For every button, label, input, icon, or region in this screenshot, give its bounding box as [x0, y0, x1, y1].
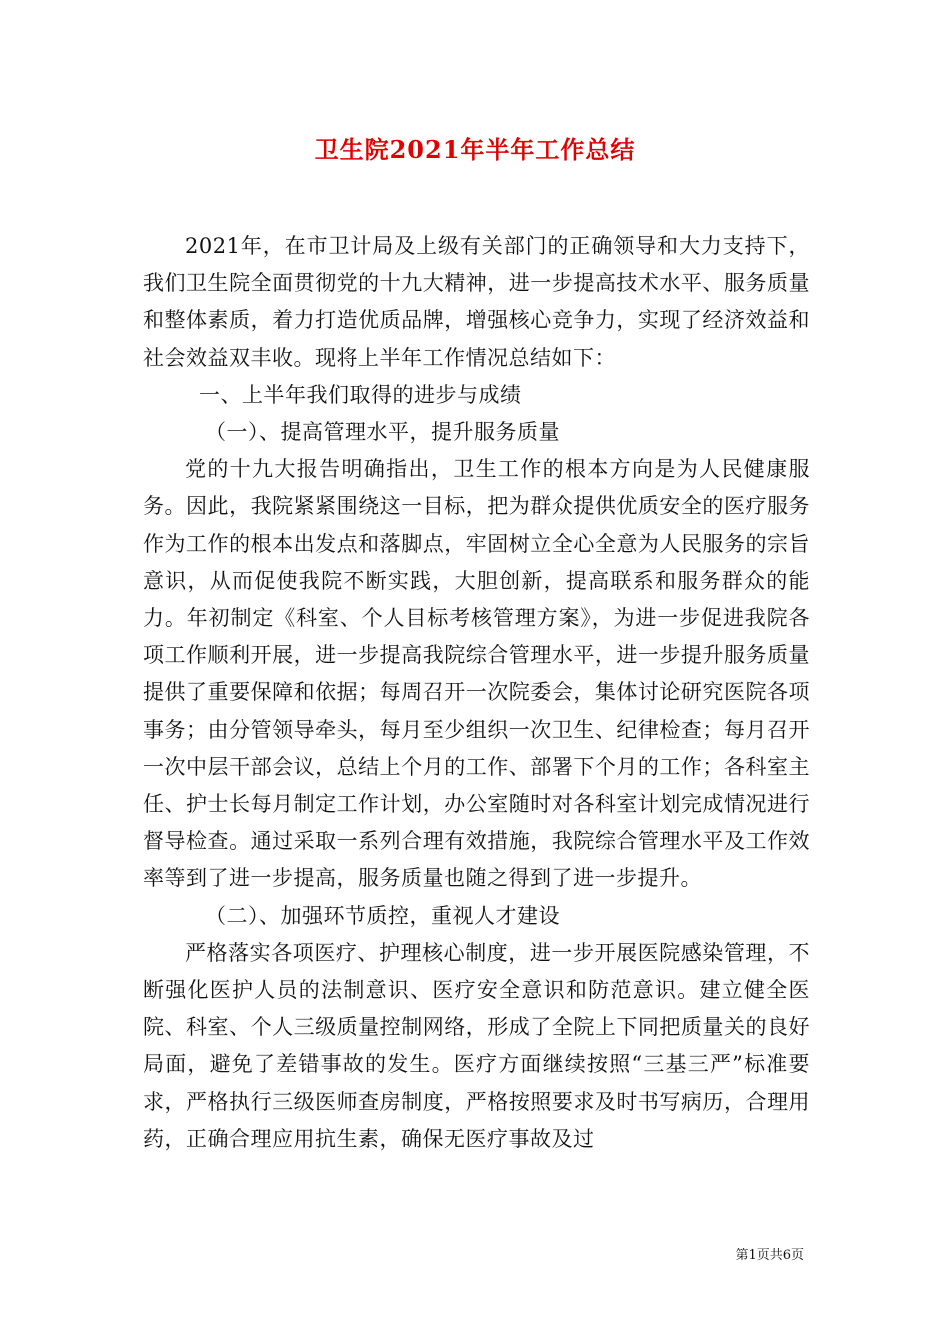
- paragraph-quality-control: 严格落实各项医疗、护理核心制度，进一步开展医院感染管理，不断强化医护人员的法制意识、医疗安全意识和防范意识。建立健全医院、科室、个人三级质量控制网络，形成了全院上下同把质量关的良好局面，避免了差错事故的发生。医疗方面继续按照“三基三严”标准要求，严格执行三级医师查房制度，严格按照要求及时书写病历，合理用药，正确合理应用抗生素，确保无医疗事故及过: [143, 940, 810, 1151]
- subsection-heading-1: （一）、提高管理水平，提升服务质量: [205, 420, 560, 445]
- subsection-heading-2: （二）、加强环节质控，重视人才建设: [205, 903, 560, 928]
- section-heading-1: 一、上半年我们取得的进步与成绩: [199, 382, 522, 407]
- paragraph-intro: 2021年，在市卫计局及上级有关部门的正确领导和大力支持下，我们卫生院全面贯彻党的十九大精神，进一步提高技术水平、服务质量和整体素质，着力打造优质品牌，增强核心竞争力，实现了经济效益和社会效益双丰收。现将上半年工作情况总结如下：: [143, 234, 810, 370]
- paragraph-management: 党的十九大报告明确指出，卫生工作的根本方向是为人民健康服务。因此，我院紧紧围绕这一目标，把为群众提供优质安全的医疗服务作为工作的根本出发点和落脚点，牢固树立全心全意为人民服务的宗旨意识，从而促使我院不断实践，大胆创新，提高联系和服务群众的能力。年初制定《科室、个人目标考核管理方案》，为进一步促进我院各项工作顺利开展，进一步提高我院综合管理水平，进一步提升服务质量提供了重要保障和依据；每周召开一次院委会，集体讨论研究医院各项事务；由分管领导牵头，每月至少组织一次卫生、纪律检查；每月召开一次中层干部会议，总结上个月的工作、部署下个月的工作；各科室主任、护士长每月制定工作计划，办公室随时对各科室计划完成情况进行督导检查。通过采取一系列合理有效措施，我院综合管理水平及工作效率等到了进一步提高，服务质量也随之得到了进一步提升。: [143, 457, 810, 891]
- document-title: 卫生院2021年半年工作总结: [314, 135, 636, 164]
- page-indicator: 第1页共6页: [735, 1248, 804, 1263]
- document-body: [143, 228, 810, 1158]
